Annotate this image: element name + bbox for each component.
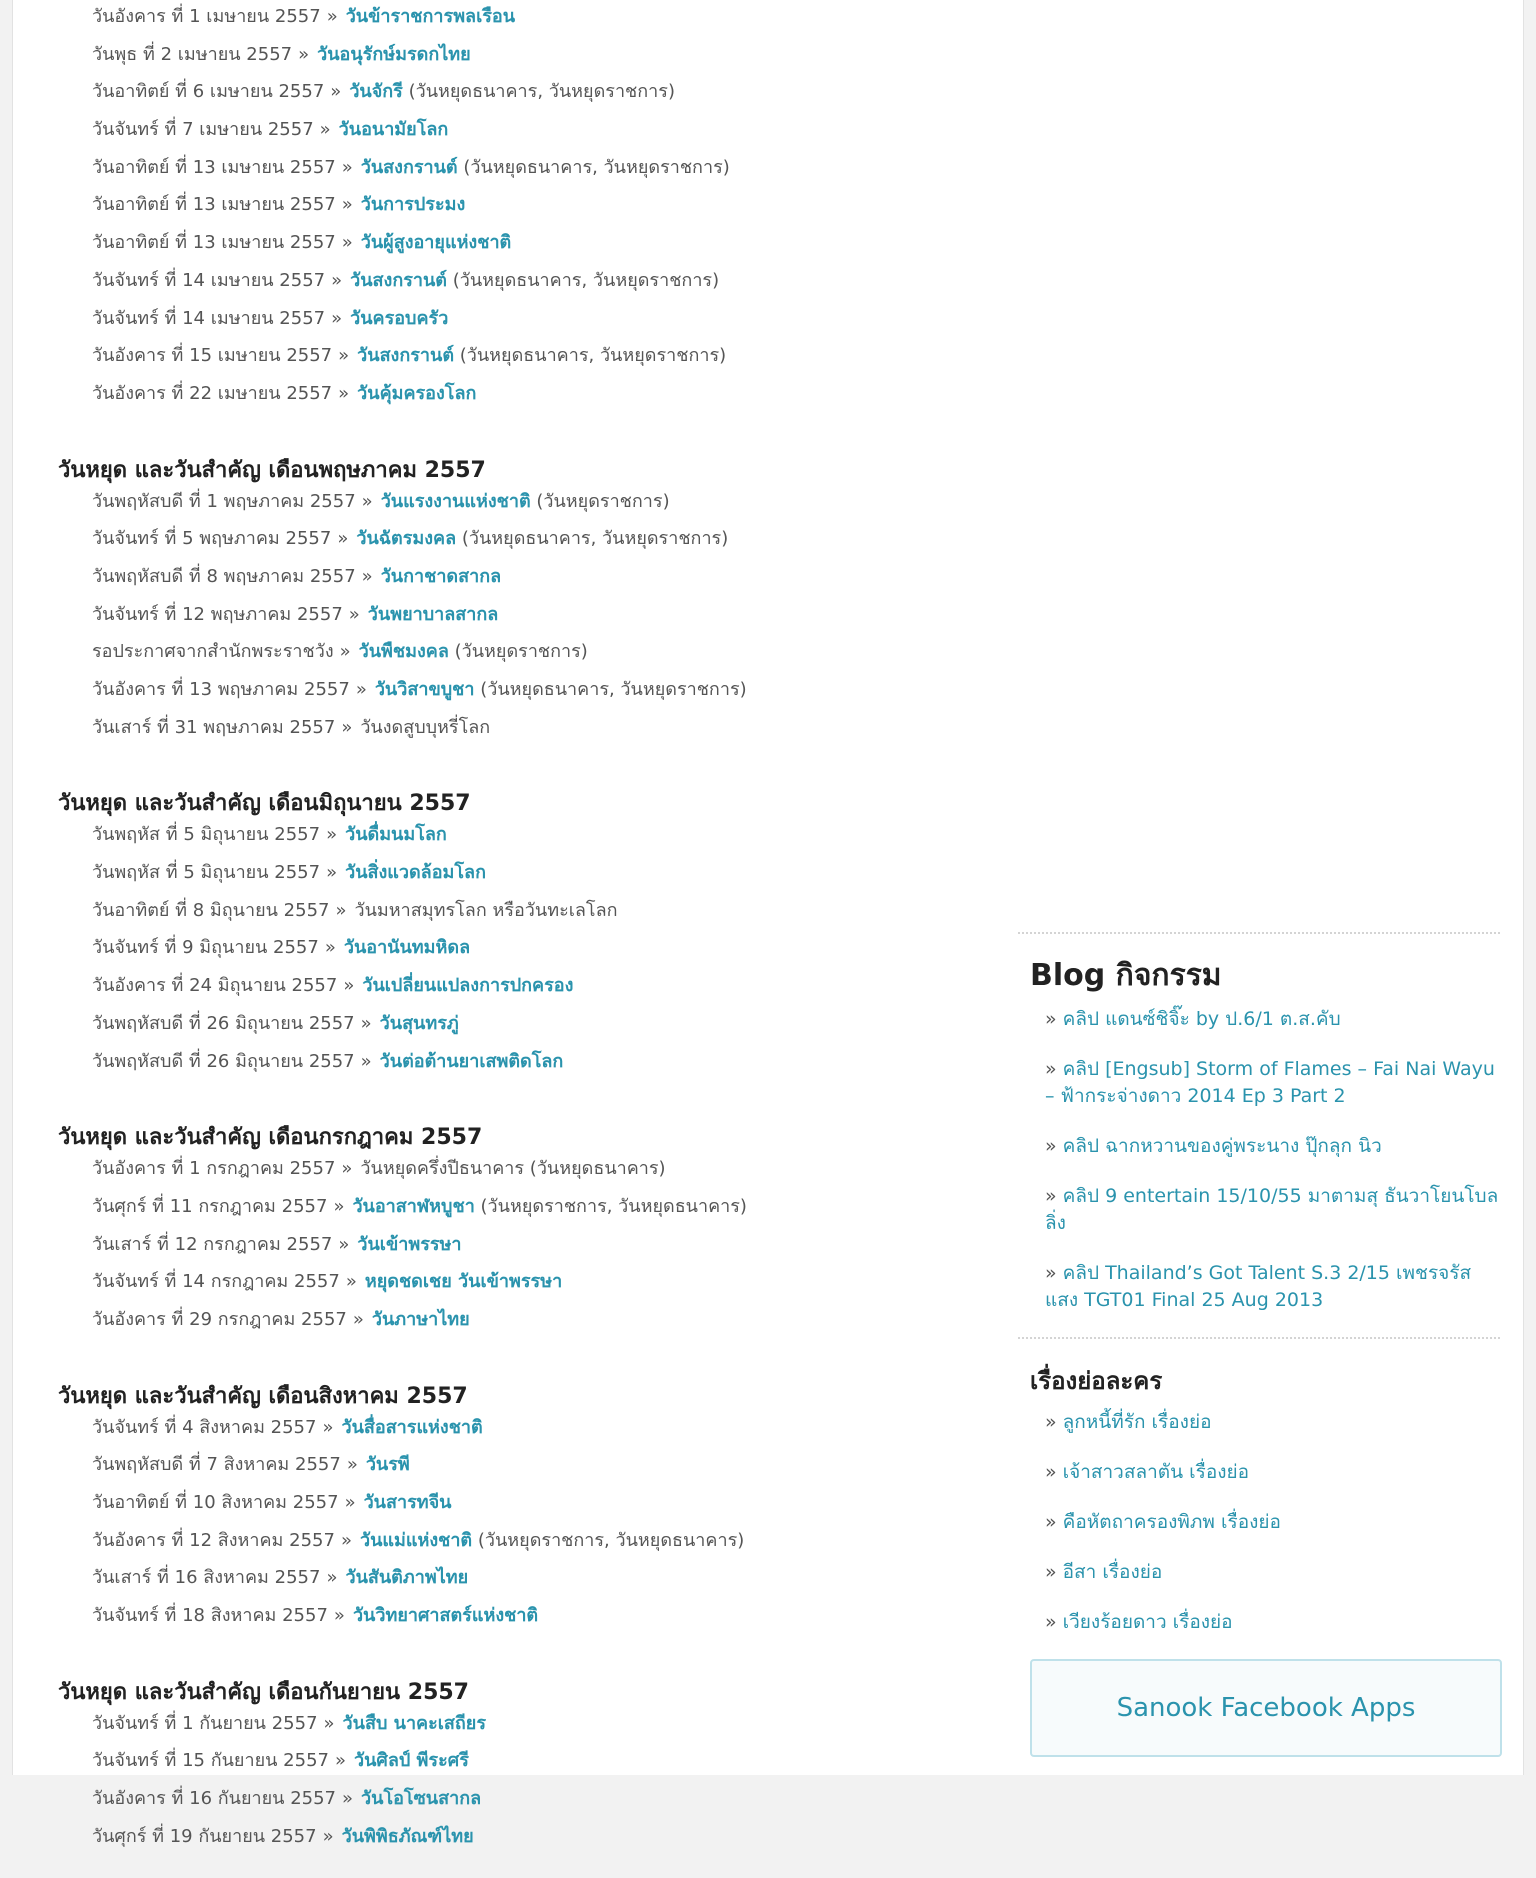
holiday-row (92, 1784, 978, 1822)
sidebar-link[interactable]: คลิป 9 entertain 15/10/55 มาตามสุ ธันวาโยนโบลลิ่ง (1045, 1185, 1499, 1234)
holiday-row (92, 40, 978, 78)
holiday-row (92, 1305, 978, 1343)
holiday-note: (วันหยุดราชการ) (536, 490, 670, 512)
holiday-date: วันอาทิตย์ ที่ 6 เมษายน 2557 (92, 81, 325, 103)
holiday-date: วันอาทิตย์ ที่ 10 สิงหาคม 2557 (92, 1492, 339, 1513)
holiday-link[interactable]: วันแม่แห่งชาติ (359, 1529, 473, 1551)
holiday-note: (วันหยุดธนาคาร, วันหยุดราชการ) (408, 81, 675, 103)
holiday-date: วันอังคาร ที่ 24 มิถุนายน 2557 (92, 975, 338, 997)
holiday-date: วันอาทิตย์ ที่ 13 เมษายน 2557 (92, 156, 336, 178)
separator-arrow: » (360, 1012, 372, 1034)
holiday-link[interactable]: วันฉัตรมงคล (356, 528, 457, 550)
holiday-row (92, 190, 978, 228)
separator-arrow: » (338, 382, 350, 404)
holiday-row (92, 341, 978, 379)
month-heading: วันหยุด และวันสำคัญ เดือนมิถุนายน 2557 (58, 791, 471, 817)
holiday-row (92, 820, 978, 858)
holiday-row (92, 1563, 978, 1601)
holiday-link[interactable]: วันคุ้มครองโลก (357, 382, 477, 404)
bullet-arrow: » (1045, 1611, 1057, 1633)
separator-arrow: » (342, 1788, 354, 1810)
blog-widget-title: Blog กิจกรรม (1030, 958, 1222, 993)
holiday-link[interactable]: วันวิสาขบูชา (374, 679, 475, 700)
holiday-link[interactable]: วันสงกรานต์ (357, 345, 455, 367)
separator-arrow: » (319, 119, 331, 141)
holiday-list (58, 820, 978, 1084)
separator-arrow: » (326, 862, 338, 884)
bullet-arrow: » (1045, 1135, 1057, 1157)
month-section (58, 435, 978, 751)
separator-arrow: » (361, 490, 373, 512)
separator-arrow: » (341, 194, 353, 216)
holiday-note: (วันหยุดธนาคาร, วันหยุดราชการ) (461, 528, 729, 550)
holiday-link[interactable]: วันสารทจีน (363, 1492, 452, 1513)
sidebar-link[interactable]: คลิป Thailand’s Got Talent S.3 2/15 เพชรจรัสแสง TGT01 Final 25 Aug 2013 (1045, 1262, 1472, 1311)
holiday-date: วันเสาร์ ที่ 31 พฤษภาคม 2557 (92, 716, 336, 738)
holiday-link[interactable]: วันอนุรักษ์มรดกไทย (317, 43, 471, 65)
separator-arrow: » (330, 81, 342, 103)
blog-list (1018, 1006, 1500, 1314)
drama-widget-title: เรื่องย่อละคร (1030, 1367, 1163, 1395)
separator-arrow: » (335, 899, 347, 921)
holiday-date: วันอังคาร ที่ 16 กันยายน 2557 (92, 1788, 337, 1810)
bullet-arrow: » (1045, 1461, 1057, 1483)
holiday-row (92, 77, 978, 115)
separator-arrow: » (326, 824, 338, 846)
holiday-date: วันพฤหัส ที่ 5 มิถุนายน 2557 (92, 862, 321, 884)
holiday-link[interactable]: วันพิพิธภัณฑ์ไทย (341, 1825, 474, 1847)
separator-arrow: » (346, 1454, 358, 1476)
holiday-date: วันอังคาร ที่ 29 กรกฎาคม 2557 (92, 1308, 347, 1330)
holiday-row (92, 675, 978, 713)
holiday-link[interactable]: หยุดชดเชย วันเข้าพรรษา (364, 1271, 563, 1293)
holiday-date: วันอังคาร ที่ 22 เมษายน 2557 (92, 382, 333, 404)
bullet-arrow: » (1045, 1058, 1057, 1080)
holiday-row (92, 971, 978, 1009)
holiday-link[interactable]: วันเปลี่ยนแปลงการปกครอง (362, 975, 574, 997)
holiday-date: วันจันทร์ ที่ 7 เมษายน 2557 (92, 119, 314, 141)
sidebar-list-item (1045, 1056, 1500, 1110)
holiday-row (92, 1413, 978, 1451)
sidebar-list-item (1045, 1133, 1500, 1160)
holiday-name: วันงดสูบบุหรี่โลก (360, 716, 491, 738)
holiday-link[interactable]: วันสุนทรภู่ (379, 1012, 459, 1034)
month-heading: วันหยุด และวันสำคัญ เดือนกรกฎาคม 2557 (58, 1125, 483, 1151)
separator-arrow: » (326, 6, 338, 27)
holiday-date: วันจันทร์ ที่ 12 พฤษภาคม 2557 (92, 603, 343, 625)
holiday-link[interactable]: วันกาชาดสากล (380, 565, 502, 587)
holiday-link[interactable]: วันศิลป์ พีระศรี (354, 1750, 469, 1772)
separator-arrow: » (341, 156, 353, 178)
holiday-list-column (58, 0, 978, 1878)
holiday-link[interactable]: วันสื่อสารแห่งชาติ (341, 1416, 483, 1438)
holiday-link[interactable]: วันสงกรานต์ (360, 156, 458, 178)
holiday-date: วันจันทร์ ที่ 5 พฤษภาคม 2557 (92, 528, 332, 550)
holiday-row (92, 1047, 978, 1085)
holiday-link[interactable]: วันดื่มนมโลก (345, 824, 447, 846)
holiday-link[interactable]: วันแรงงานแห่งชาติ (380, 490, 531, 512)
divider (1018, 1337, 1500, 1339)
holiday-row (92, 933, 978, 971)
sidebar-list-item (1045, 1559, 1500, 1586)
separator-arrow: » (339, 641, 351, 663)
holiday-row (92, 266, 978, 304)
bullet-arrow: » (1045, 1561, 1057, 1583)
separator-arrow: » (323, 1712, 335, 1734)
sidebar-list-item (1045, 1509, 1500, 1536)
holiday-date: วันจันทร์ ที่ 1 กันยายน 2557 (92, 1712, 318, 1734)
holiday-note: (วันหยุดธนาคาร, วันหยุดราชการ) (463, 156, 730, 178)
sanook-facebook-apps-button[interactable]: Sanook Facebook Apps (1030, 1659, 1502, 1757)
holiday-row (92, 896, 978, 934)
holiday-date: วันพฤหัสบดี ที่ 7 สิงหาคม 2557 (92, 1454, 341, 1476)
month-section (58, 768, 978, 1084)
sidebar (1018, 932, 1500, 1757)
holiday-list (58, 0, 978, 417)
sidebar-list-item (1045, 1260, 1500, 1314)
holiday-row (92, 153, 978, 191)
holiday-link[interactable]: วันเข้าพรรษา (357, 1233, 462, 1255)
holiday-date: วันจันทร์ ที่ 14 กรกฎาคม 2557 (92, 1271, 340, 1293)
holiday-date: วันจันทร์ ที่ 4 สิงหาคม 2557 (92, 1416, 317, 1438)
holiday-row (92, 1526, 978, 1564)
holiday-link[interactable]: วันสิ่งแวดล้อมโลก (345, 862, 486, 884)
holiday-row (92, 1154, 978, 1192)
month-section (58, 1102, 978, 1342)
holiday-link[interactable]: วันพืชมงคล (358, 641, 449, 663)
separator-arrow: » (348, 603, 360, 625)
holiday-row (92, 1822, 978, 1860)
holiday-date: วันพฤหัสบดี ที่ 26 มิถุนายน 2557 (92, 1050, 355, 1072)
bullet-arrow: » (1045, 1511, 1057, 1533)
holiday-note: (วันหยุดธนาคาร, วันหยุดราชการ) (480, 679, 747, 700)
holiday-link[interactable]: วันข้าราชการพลเรือน (345, 6, 516, 27)
holiday-date: วันอาทิตย์ ที่ 8 มิถุนายน 2557 (92, 899, 330, 921)
holiday-date: วันจันทร์ ที่ 14 เมษายน 2557 (92, 307, 326, 329)
separator-arrow: » (334, 1750, 346, 1772)
month-heading: วันหยุด และวันสำคัญ เดือนพฤษภาคม 2557 (58, 457, 486, 483)
separator-arrow: » (298, 43, 310, 65)
sidebar-link[interactable]: คลิป ฉากหวานของคู่พระนาง ปุ๊กลุก นิว (1062, 1135, 1382, 1157)
bullet-arrow: » (1045, 1185, 1057, 1207)
holiday-row (92, 2, 978, 40)
separator-arrow: » (352, 1308, 364, 1330)
separator-arrow: » (333, 1605, 345, 1627)
sidebar-link[interactable]: ลูกหนี้ที่รัก เรื่องย่อ (1062, 1411, 1212, 1433)
holiday-row (92, 562, 978, 600)
holiday-date: วันอังคาร ที่ 1 เมษายน 2557 (92, 6, 321, 27)
separator-arrow: » (344, 1492, 356, 1513)
holiday-link[interactable]: วันสงกรานต์ (350, 269, 447, 291)
separator-arrow: » (341, 232, 353, 254)
separator-arrow: » (340, 1529, 352, 1551)
holiday-row (92, 713, 978, 751)
holiday-link[interactable]: วันอาสาฬหบูชา (352, 1195, 475, 1217)
bullet-arrow: » (1045, 1411, 1057, 1433)
holiday-date: วันจันทร์ ที่ 18 สิงหาคม 2557 (92, 1605, 328, 1627)
month-heading: วันหยุด และวันสำคัญ เดือนสิงหาคม 2557 (58, 1383, 468, 1409)
holiday-name: วันหยุดครึ่งปีธนาคาร (วันหยุดธนาคาร) (360, 1158, 666, 1180)
holiday-row (92, 1746, 978, 1784)
holiday-link[interactable]: วันวิทยาศาสตร์แห่งชาติ (352, 1605, 539, 1627)
holiday-row (92, 304, 978, 342)
holiday-row (92, 115, 978, 153)
month-section (58, 1361, 978, 1639)
bullet-arrow: » (1045, 1262, 1057, 1284)
sidebar-link[interactable]: คลิป แดนซ์ชิจิ๊ะ by ป.6/1 ต.ส.คับ (1062, 1008, 1341, 1030)
holiday-date: วันอังคาร ที่ 12 สิงหาคม 2557 (92, 1529, 335, 1551)
holiday-date: วันจันทร์ ที่ 9 มิถุนายน 2557 (92, 937, 319, 959)
holiday-row (92, 1601, 978, 1639)
holiday-date: วันพฤหัสบดี ที่ 26 มิถุนายน 2557 (92, 1012, 355, 1034)
holiday-date: วันอังคาร ที่ 15 เมษายน 2557 (92, 345, 333, 367)
holiday-row (92, 1267, 978, 1305)
separator-arrow: » (355, 679, 367, 700)
sidebar-list-item (1045, 1006, 1500, 1033)
holiday-row (92, 228, 978, 266)
separator-arrow: » (333, 1195, 345, 1217)
holiday-date: วันเสาร์ ที่ 12 กรกฎาคม 2557 (92, 1233, 333, 1255)
holiday-link[interactable]: วันโอโซนสากล (361, 1788, 482, 1810)
separator-arrow: » (345, 1271, 357, 1293)
separator-arrow: » (337, 528, 349, 550)
holiday-note: (วันหยุดราชการ, วันหยุดธนาคาร) (480, 1195, 747, 1217)
month-section (58, 0, 978, 417)
holiday-row (92, 858, 978, 896)
separator-arrow: » (360, 1050, 372, 1072)
holiday-row (92, 637, 978, 675)
separator-arrow: » (322, 1825, 334, 1847)
holiday-link[interactable]: วันครอบครัว (350, 307, 449, 329)
holiday-link[interactable]: วันสืบ นาคะเสถียร (342, 1712, 487, 1734)
holiday-link[interactable]: วันต่อต้านยาเสพติดโลก (379, 1050, 564, 1072)
drama-list (1018, 1409, 1500, 1636)
holiday-row (92, 1450, 978, 1488)
holiday-link[interactable]: วันภาษาไทย (371, 1308, 470, 1330)
holiday-list (58, 1154, 978, 1342)
holiday-row (92, 1488, 978, 1526)
holiday-date: วันพฤหัสบดี ที่ 8 พฤษภาคม 2557 (92, 565, 356, 587)
holiday-date: วันศุกร์ ที่ 19 กันยายน 2557 (92, 1825, 317, 1847)
holiday-date: วันอาทิตย์ ที่ 13 เมษายน 2557 (92, 232, 336, 254)
sidebar-link[interactable]: อีสา เรื่องย่อ (1062, 1561, 1163, 1583)
holiday-date: วันอังคาร ที่ 1 กรกฎาคม 2557 (92, 1158, 336, 1180)
holiday-row (92, 1192, 978, 1230)
holiday-date: วันจันทร์ ที่ 14 เมษายน 2557 (92, 269, 326, 291)
holiday-row (92, 487, 978, 525)
separator-arrow: » (324, 937, 336, 959)
month-section (58, 1657, 978, 1860)
sidebar-link[interactable]: เจ้าสาวสลาตัน เรื่องย่อ (1062, 1461, 1250, 1483)
holiday-list (58, 487, 978, 751)
month-heading: วันหยุด และวันสำคัญ เดือนกันยายน 2557 (58, 1679, 469, 1705)
holiday-note: (วันหยุดราชการ) (454, 641, 588, 663)
holiday-row (92, 379, 978, 417)
sidebar-link[interactable]: เวียงร้อยดาว เรื่องย่อ (1062, 1611, 1233, 1633)
holiday-row (92, 1709, 978, 1747)
holiday-date: วันศุกร์ ที่ 11 กรกฎาคม 2557 (92, 1195, 328, 1217)
holiday-link[interactable]: วันผู้สูงอายุแห่งชาติ (360, 232, 512, 254)
separator-arrow: » (341, 1158, 353, 1180)
holiday-date: วันพฤหัส ที่ 5 มิถุนายน 2557 (92, 824, 321, 846)
holiday-note: (วันหยุดราชการ, วันหยุดธนาคาร) (477, 1529, 745, 1551)
holiday-row (92, 524, 978, 562)
holiday-link[interactable]: วันพยาบาลสากล (367, 603, 499, 625)
separator-arrow: » (331, 307, 343, 329)
holiday-link[interactable]: วันอนามัยโลก (338, 119, 449, 141)
holiday-date: วันอาทิตย์ ที่ 13 เมษายน 2557 (92, 194, 336, 216)
separator-arrow: » (338, 345, 350, 367)
sidebar-list-item (1045, 1409, 1500, 1436)
holiday-link[interactable]: วันการประมง (360, 194, 466, 216)
holiday-date: วันพุธ ที่ 2 เมษายน 2557 (92, 43, 293, 65)
holiday-date: วันอังคาร ที่ 13 พฤษภาคม 2557 (92, 679, 350, 700)
holiday-link[interactable]: วันจักรี (349, 81, 403, 103)
holiday-link[interactable]: วันสันติภาพไทย (345, 1567, 469, 1589)
divider (1018, 932, 1500, 934)
holiday-note: (วันหยุดธนาคาร, วันหยุดราชการ) (452, 269, 720, 291)
holiday-date: วันพฤหัสบดี ที่ 1 พฤษภาคม 2557 (92, 490, 356, 512)
holiday-link[interactable]: วันรพี (365, 1454, 410, 1476)
bullet-arrow: » (1045, 1008, 1057, 1030)
sidebar-list-item (1045, 1459, 1500, 1486)
sidebar-link[interactable]: คลิป [Engsub] Storm of Flames – Fai Nai Wayu – ฟ้ากระจ่างดาว 2014 Ep 3 Part 2 (1045, 1058, 1495, 1107)
holiday-date: วันจันทร์ ที่ 15 กันยายน 2557 (92, 1750, 329, 1772)
holiday-name: วันมหาสมุทรโลก หรือวันทะเลโลก (354, 899, 618, 921)
separator-arrow: » (338, 1233, 350, 1255)
holiday-row (92, 1009, 978, 1047)
holiday-list (58, 1413, 978, 1639)
sidebar-list-item (1045, 1609, 1500, 1636)
separator-arrow: » (343, 975, 355, 997)
separator-arrow: » (341, 716, 353, 738)
holiday-date: วันเสาร์ ที่ 16 สิงหาคม 2557 (92, 1567, 321, 1589)
separator-arrow: » (326, 1567, 338, 1589)
holiday-row (92, 1230, 978, 1268)
sidebar-link[interactable]: คือหัตถาครองพิภพ เรื่องย่อ (1062, 1511, 1281, 1533)
holiday-date: รอประกาศจากสำนักพระราชวัง (92, 641, 334, 663)
page (12, 0, 1524, 1847)
holiday-note: (วันหยุดธนาคาร, วันหยุดราชการ) (459, 345, 727, 367)
holiday-row (92, 600, 978, 638)
separator-arrow: » (331, 269, 343, 291)
separator-arrow: » (361, 565, 373, 587)
separator-arrow: » (322, 1416, 334, 1438)
holiday-list (58, 1709, 978, 1860)
holiday-link[interactable]: วันอานันทมหิดล (343, 937, 471, 959)
sidebar-list-item (1045, 1183, 1500, 1237)
